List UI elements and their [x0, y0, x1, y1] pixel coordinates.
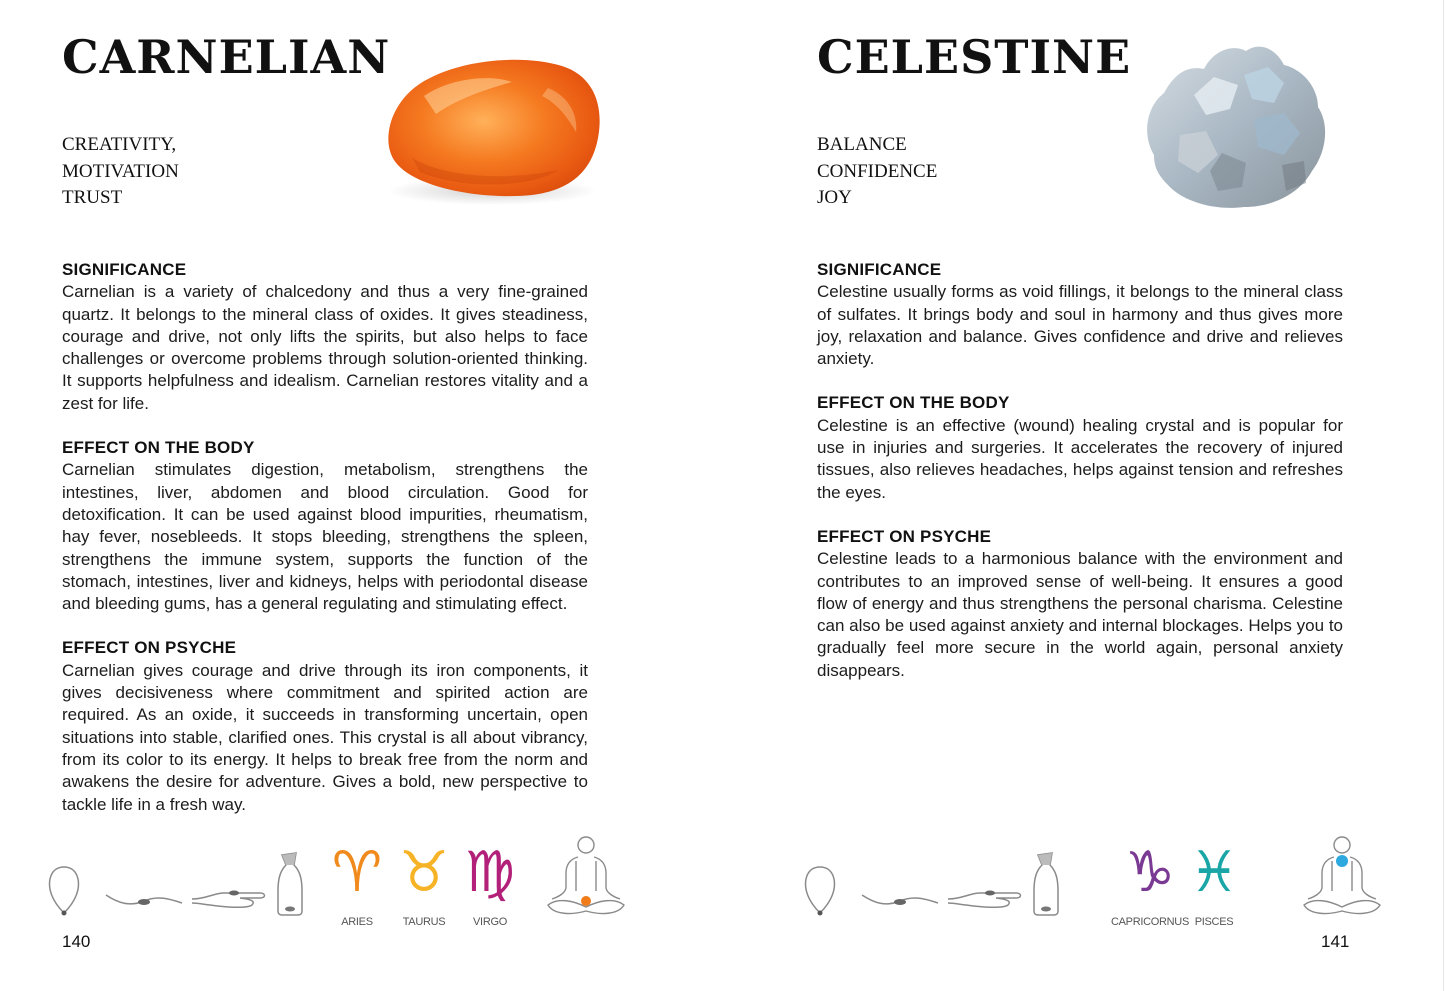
section-effect-psyche: [62, 637, 588, 815]
keyword: CREATIVITY,: [62, 134, 177, 155]
water-bottle-icon: [1032, 851, 1060, 917]
page-celestine: [722, 0, 1444, 991]
zodiac-virgo-icon: [460, 840, 520, 933]
page-edge-line: [1443, 0, 1444, 991]
section-heading: EFFECT ON PSYCHE: [62, 638, 237, 658]
usage-icons-row: [722, 835, 1444, 930]
section-significance: [62, 259, 588, 415]
zodiac-taurus-icon: [394, 840, 454, 933]
keywords-list: [62, 132, 179, 212]
zodiac-pisces-icon: [1184, 840, 1244, 933]
chakra-dot: [581, 896, 591, 906]
necklace-icon: [104, 889, 184, 911]
keyword: TRUST: [62, 187, 123, 208]
zodiac-label: CAPRICORNUS: [1111, 916, 1189, 928]
zodiac-capricornus-icon: [1111, 840, 1189, 933]
page-title: CARNELIAN: [62, 30, 391, 84]
section-paragraph: Celestine is an effective (wound) healing crystal and is popular for use in injuries and surgeries. It accelerates the recovery of injured tissues, also relieves headaches, helps against tension and refreshes the eyes.: [817, 415, 1343, 502]
section-heading: SIGNIFICANCE: [817, 260, 942, 279]
zodiac-symbol: ♍: [464, 840, 516, 905]
zodiac-label: PISCES: [1194, 916, 1234, 928]
hand-stone-icon: [190, 885, 268, 911]
pendant-icon: [800, 865, 840, 917]
keyword: MOTIVATION: [62, 160, 179, 182]
section-effect-body: [62, 437, 588, 615]
keyword: BALANCE: [817, 134, 907, 155]
necklace-icon: [860, 889, 940, 911]
body-text: [817, 259, 1343, 704]
section-paragraph: Carnelian stimulates digestion, metabolism, strengthens the intestines, liver, abdomen and blood circulation. Good for detoxification. It can be used against blood impurities, rheumatism, hay fever, nosebleeds. It stops bleeding, strengthens the spleen, strengthens the immune system, supports the function of the stomach, intestines, liver and kidneys, helps with periodontal disease and bleeding gums, has a general regulating and stimulating effect.: [62, 460, 588, 614]
carnelian-stone-image: [372, 48, 607, 213]
meditation-figure-icon: [544, 835, 628, 929]
section-effect-psyche: [817, 526, 1343, 682]
zodiac-label: TAURUS: [402, 916, 446, 928]
section-heading: SIGNIFICANCE: [62, 260, 187, 279]
zodiac-label: ARIES: [341, 916, 373, 928]
section-effect-body: [817, 392, 1343, 503]
section-paragraph: Celestine leads to a harmonious balance with the environment and contributes to an improved sense of well-being. It ensures a good flow of energy and thus strengthens the personal charisma. Celestine can also be used against anxiety and internal blockages. Helps you to gradually feel more secure in the world again, personal anxiety disappears.: [817, 549, 1343, 680]
section-paragraph: Carnelian gives courage and drive through its iron components, it gives decisiveness where commitment and spirited action are required. As an oxide, it succeeds in transforming uncertain, open situations into stable, clarified ones. This crystal is all about vibrancy, from its color to its energy. It helps to break free from the norm and awakens the desire for adventure. Gives a bold, new perspective to tackle life in a fresh way.: [62, 660, 588, 814]
hand-stone-icon: [946, 885, 1024, 911]
section-heading: EFFECT ON THE BODY: [817, 393, 1010, 413]
keywords-list: [817, 132, 937, 212]
zodiac-label: VIRGO: [473, 916, 507, 928]
page-number: 141: [1321, 932, 1350, 951]
keyword: JOY: [817, 187, 852, 208]
zodiac-symbol: ♉: [398, 840, 450, 905]
water-bottle-icon: [276, 851, 304, 917]
section-heading: EFFECT ON THE BODY: [62, 438, 255, 458]
usage-icons-row: [0, 835, 722, 930]
section-significance: [817, 259, 1343, 370]
meditation-figure-icon: [1300, 835, 1384, 929]
celestine-stone-image: [1134, 35, 1334, 220]
zodiac-symbol: ♈: [331, 840, 383, 905]
chakra-dot: [1336, 855, 1348, 867]
body-text: [62, 259, 588, 838]
page-number: 140: [62, 932, 91, 951]
zodiac-aries-icon: [327, 840, 387, 933]
pendant-icon: [44, 865, 84, 917]
page-title: CELESTINE: [817, 30, 1132, 84]
zodiac-symbol: ♑: [1124, 840, 1176, 905]
section-paragraph: Carnelian is a variety of chalcedony and thus a very fine-grained quartz. It belongs to the mineral class of oxides. It gives steadiness, courage and drive, not only lifts the spirits, but also helps to face challenges or overcome problems through solution-oriented thinking. It supports helpfulness and idealism. Carnelian restores vitality and a zest for life.: [62, 282, 588, 413]
section-heading: EFFECT ON PSYCHE: [817, 526, 992, 546]
page-carnelian: [0, 0, 722, 991]
zodiac-symbol: ♓: [1188, 840, 1240, 905]
section-paragraph: Celestine usually forms as void fillings, it belongs to the mineral class of sulfates. It brings body and soul in harmony and thus gives more joy, relaxation and balance. Gives confidence and drive and relieves anxiety.: [817, 282, 1343, 369]
keyword: CONFIDENCE: [817, 160, 938, 182]
